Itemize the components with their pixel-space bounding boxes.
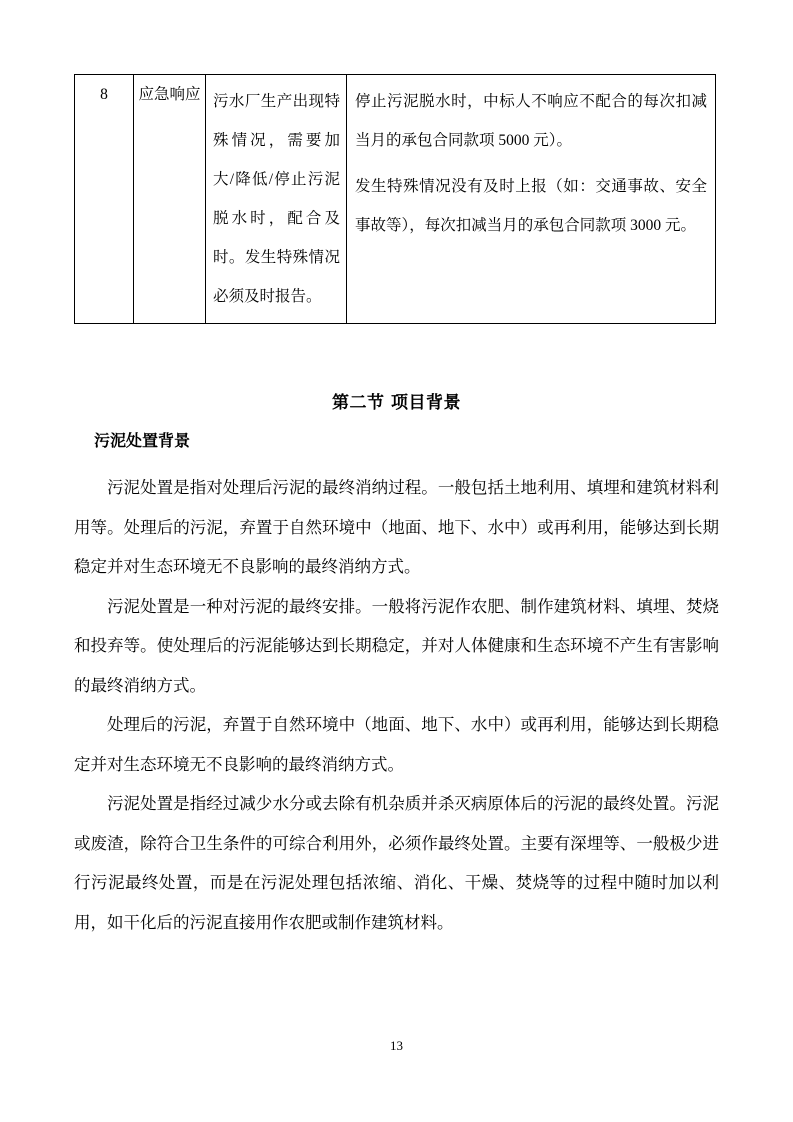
section-title: 第二节 项目背景	[332, 393, 461, 413]
table-body	[75, 75, 716, 324]
paragraph-2: 污泥处置是一种对污泥的最终安排。一般将污泥作农肥、制作建筑材料、填埋、焚烧和投弃等。使处理后的污泥能够达到长期稳定，并对人体健康和生态环境不产生有害影响的最终消纳方式。	[74, 596, 719, 695]
requirement-text: 污水厂生产出现特殊情况，需要加大/降低/停止污泥脱水时，配合及时。发生特殊情况必须及时报告。	[213, 93, 340, 305]
penalty-text-line-1: 停止污泥脱水时，中标人不响应不配合的每次扣减当月的承包合同款项 5000 元）。	[355, 93, 707, 149]
page-number: 13	[390, 1038, 403, 1053]
table-row	[75, 75, 716, 324]
row-number-value: 8	[100, 86, 108, 103]
paragraph-4: 污泥处置是指经过减少水分或去除有机杂质并杀灭病原体后的污泥的最终处置。污泥或废渣，除符合卫生条件的可综合利用外，必须作最终处置。主要有深埋等、一般极少进行污泥最终处置，而是在污泥处理包括浓缩、消化、干燥、焚烧等的过程中随时加以利用，如干化后的污泥直接用作农肥或制作建筑材料。	[74, 794, 719, 932]
requirements-table	[74, 74, 716, 324]
paragraph-3: 处理后的污泥，弃置于自然环境中（地面、地下、水中）或再利用，能够达到长期稳定并对生态环境无不良影响的最终消纳方式。	[74, 715, 719, 774]
item-name-value: 应急响应	[138, 86, 201, 103]
penalty-text-line-2: 发生特殊情况没有及时上报（如：交通事故、安全事故等），每次扣减当月的承包合同款项 3000 元。	[355, 178, 707, 234]
table-cell-penalty	[347, 75, 716, 324]
table-cell-number	[75, 75, 134, 324]
table-cell-requirement	[206, 75, 347, 324]
paragraph-1: 污泥处置是指对处理后污泥的最终消纳过程。一般包括土地利用、填埋和建筑材料利用等。处理后的污泥，弃置于自然环境中（地面、地下、水中）或再利用，能够达到长期稳定并对生态环境无不良影响的最终消纳方式。	[74, 478, 719, 576]
requirements-table-container	[74, 74, 713, 324]
sub-heading: 污泥处置背景	[94, 431, 191, 450]
body-content	[74, 468, 719, 942]
table-cell-item	[134, 75, 206, 324]
